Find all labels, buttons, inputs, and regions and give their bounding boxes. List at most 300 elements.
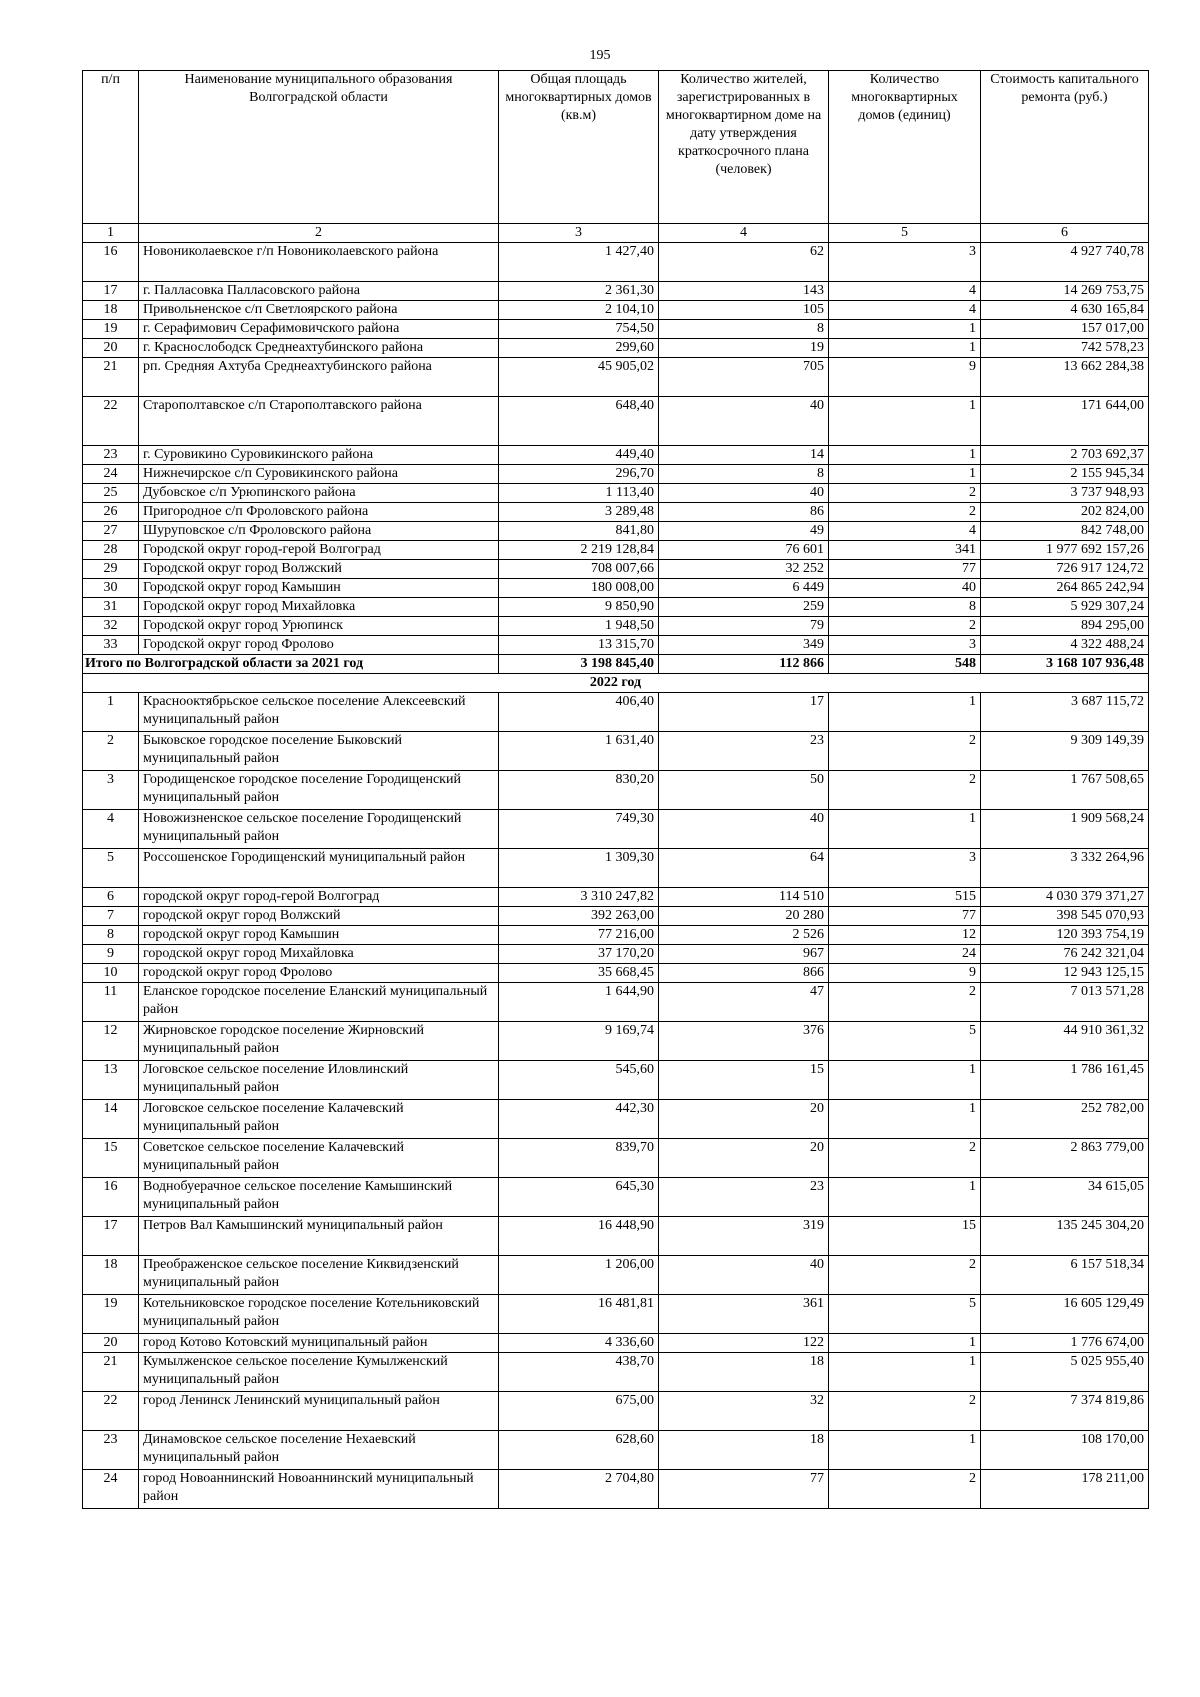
table-row xyxy=(83,446,1149,465)
row-municipality: город Котово Котовский муниципальный район xyxy=(139,1334,499,1353)
row-houses: 2 xyxy=(829,617,981,636)
table-row xyxy=(83,1217,1149,1256)
row-cost: 264 865 242,94 xyxy=(981,579,1149,598)
row-residents: 114 510 xyxy=(659,888,829,907)
row-cost: 398 545 070,93 xyxy=(981,907,1149,926)
row-municipality: Котельниковское городское поселение Котельниковский муниципальный район xyxy=(139,1295,499,1334)
row-municipality: Шуруповское с/п Фроловского района xyxy=(139,522,499,541)
row-area: 9 850,90 xyxy=(499,598,659,617)
row-index: 16 xyxy=(83,1178,139,1217)
row-area: 1 427,40 xyxy=(499,243,659,282)
row-residents: 20 280 xyxy=(659,907,829,926)
row-index: 20 xyxy=(83,1334,139,1353)
row-index: 9 xyxy=(83,945,139,964)
row-residents: 40 xyxy=(659,810,829,849)
row-area: 296,70 xyxy=(499,465,659,484)
total-residents: 112 866 xyxy=(659,655,829,674)
row-cost: 7 013 571,28 xyxy=(981,983,1149,1022)
row-municipality: г. Палласовка Палласовского района xyxy=(139,282,499,301)
row-index: 24 xyxy=(83,465,139,484)
table-row xyxy=(83,503,1149,522)
column-number: 6 xyxy=(981,224,1149,243)
table-row xyxy=(83,926,1149,945)
row-cost: 842 748,00 xyxy=(981,522,1149,541)
row-houses: 9 xyxy=(829,964,981,983)
row-residents: 259 xyxy=(659,598,829,617)
row-index: 24 xyxy=(83,1470,139,1509)
row-residents: 967 xyxy=(659,945,829,964)
row-residents: 15 xyxy=(659,1061,829,1100)
row-residents: 866 xyxy=(659,964,829,983)
row-residents: 143 xyxy=(659,282,829,301)
row-cost: 44 910 361,32 xyxy=(981,1022,1149,1061)
row-municipality: Дубовское с/п Урюпинского района xyxy=(139,484,499,503)
table-row xyxy=(83,907,1149,926)
row-area: 708 007,66 xyxy=(499,560,659,579)
rows-2022 xyxy=(83,693,1149,1509)
row-area: 449,40 xyxy=(499,446,659,465)
row-index: 5 xyxy=(83,849,139,888)
row-cost: 34 615,05 xyxy=(981,1178,1149,1217)
row-houses: 77 xyxy=(829,560,981,579)
row-houses: 1 xyxy=(829,339,981,358)
row-residents: 319 xyxy=(659,1217,829,1256)
row-residents: 32 xyxy=(659,1392,829,1431)
row-index: 15 xyxy=(83,1139,139,1178)
row-municipality: Логовское сельское поселение Иловлинский муниципальный район xyxy=(139,1061,499,1100)
row-houses: 1 xyxy=(829,465,981,484)
row-cost: 1 767 508,65 xyxy=(981,771,1149,810)
row-index: 17 xyxy=(83,1217,139,1256)
header-houses: Количество многоквартирных домов (единиц) xyxy=(829,71,981,224)
row-houses: 1 xyxy=(829,1100,981,1139)
column-number: 3 xyxy=(499,224,659,243)
row-houses: 1 xyxy=(829,1431,981,1470)
year-2022-label: 2022 год xyxy=(83,674,1149,693)
row-area: 839,70 xyxy=(499,1139,659,1178)
row-houses: 1 xyxy=(829,320,981,339)
row-residents: 62 xyxy=(659,243,829,282)
row-cost: 4 927 740,78 xyxy=(981,243,1149,282)
row-houses: 2 xyxy=(829,1256,981,1295)
row-houses: 3 xyxy=(829,849,981,888)
row-houses: 3 xyxy=(829,243,981,282)
table-row xyxy=(83,1353,1149,1392)
row-municipality: Городской округ город Урюпинск xyxy=(139,617,499,636)
row-index: 11 xyxy=(83,983,139,1022)
row-index: 23 xyxy=(83,446,139,465)
row-cost: 3 687 115,72 xyxy=(981,693,1149,732)
table-row xyxy=(83,541,1149,560)
row-cost: 1 909 568,24 xyxy=(981,810,1149,849)
row-index: 12 xyxy=(83,1022,139,1061)
row-houses: 8 xyxy=(829,598,981,617)
row-municipality: рп. Средняя Ахтуба Среднеахтубинского района xyxy=(139,358,499,397)
total-cost: 3 168 107 936,48 xyxy=(981,655,1149,674)
row-cost: 2 155 945,34 xyxy=(981,465,1149,484)
row-municipality: Городской округ город Камышин xyxy=(139,579,499,598)
row-area: 299,60 xyxy=(499,339,659,358)
page-number: 195 xyxy=(589,48,611,63)
row-area: 442,30 xyxy=(499,1100,659,1139)
row-area: 406,40 xyxy=(499,693,659,732)
row-area: 35 668,45 xyxy=(499,964,659,983)
row-area: 754,50 xyxy=(499,320,659,339)
row-cost: 252 782,00 xyxy=(981,1100,1149,1139)
row-index: 21 xyxy=(83,1353,139,1392)
row-index: 33 xyxy=(83,636,139,655)
row-municipality: Преображенское сельское поселение Киквидзенский муниципальный район xyxy=(139,1256,499,1295)
row-area: 2 361,30 xyxy=(499,282,659,301)
row-cost: 1 786 161,45 xyxy=(981,1061,1149,1100)
row-index: 27 xyxy=(83,522,139,541)
row-municipality: Городской округ город Волжский xyxy=(139,560,499,579)
row-residents: 2 526 xyxy=(659,926,829,945)
row-residents: 77 xyxy=(659,1470,829,1509)
row-municipality: город Новоаннинский Новоаннинский муниципальный район xyxy=(139,1470,499,1509)
table-row xyxy=(83,1022,1149,1061)
row-index: 2 xyxy=(83,732,139,771)
total-row-2021 xyxy=(83,655,1149,674)
row-index: 32 xyxy=(83,617,139,636)
row-municipality: город Ленинск Ленинский муниципальный район xyxy=(139,1392,499,1431)
table-row xyxy=(83,522,1149,541)
row-residents: 23 xyxy=(659,732,829,771)
row-cost: 2 703 692,37 xyxy=(981,446,1149,465)
table-row xyxy=(83,339,1149,358)
year-2022-row xyxy=(83,674,1149,693)
table-row xyxy=(83,320,1149,339)
row-residents: 8 xyxy=(659,465,829,484)
row-cost: 171 644,00 xyxy=(981,397,1149,446)
row-municipality: г. Серафимович Серафимовичского района xyxy=(139,320,499,339)
row-cost: 894 295,00 xyxy=(981,617,1149,636)
row-index: 16 xyxy=(83,243,139,282)
row-cost: 13 662 284,38 xyxy=(981,358,1149,397)
table-row xyxy=(83,771,1149,810)
row-residents: 20 xyxy=(659,1139,829,1178)
row-municipality: г. Суровикино Суровикинского района xyxy=(139,446,499,465)
row-index: 1 xyxy=(83,693,139,732)
header-residents: Количество жителей, зарегистрированных в многоквартирном доме на дату утверждения краткосрочного плана (человек) xyxy=(659,71,829,224)
table-row xyxy=(83,1470,1149,1509)
table-row xyxy=(83,1256,1149,1295)
row-area: 2 219 128,84 xyxy=(499,541,659,560)
row-houses: 2 xyxy=(829,1470,981,1509)
row-houses: 3 xyxy=(829,636,981,655)
row-cost: 2 863 779,00 xyxy=(981,1139,1149,1178)
row-cost: 1 776 674,00 xyxy=(981,1334,1149,1353)
row-municipality: Привольненское с/п Светлоярского района xyxy=(139,301,499,320)
row-cost: 9 309 149,39 xyxy=(981,732,1149,771)
total-2021-section xyxy=(83,655,1149,693)
table-row xyxy=(83,1334,1149,1353)
row-area: 4 336,60 xyxy=(499,1334,659,1353)
column-number: 4 xyxy=(659,224,829,243)
row-area: 648,40 xyxy=(499,397,659,446)
row-cost: 726 917 124,72 xyxy=(981,560,1149,579)
row-residents: 705 xyxy=(659,358,829,397)
row-residents: 79 xyxy=(659,617,829,636)
row-residents: 376 xyxy=(659,1022,829,1061)
column-numbers-row xyxy=(83,224,1149,243)
row-cost: 1 977 692 157,26 xyxy=(981,541,1149,560)
row-residents: 86 xyxy=(659,503,829,522)
row-houses: 24 xyxy=(829,945,981,964)
total-label: Итого по Волгоградской области за 2021 год xyxy=(83,655,499,674)
row-area: 1 113,40 xyxy=(499,484,659,503)
row-index: 19 xyxy=(83,320,139,339)
row-area: 1 631,40 xyxy=(499,732,659,771)
row-cost: 4 030 379 371,27 xyxy=(981,888,1149,907)
row-index: 14 xyxy=(83,1100,139,1139)
row-area: 392 263,00 xyxy=(499,907,659,926)
row-houses: 4 xyxy=(829,282,981,301)
row-residents: 50 xyxy=(659,771,829,810)
row-area: 675,00 xyxy=(499,1392,659,1431)
row-houses: 4 xyxy=(829,301,981,320)
table-row xyxy=(83,1139,1149,1178)
row-residents: 361 xyxy=(659,1295,829,1334)
row-cost: 108 170,00 xyxy=(981,1431,1149,1470)
row-houses: 1 xyxy=(829,1061,981,1100)
row-cost: 12 943 125,15 xyxy=(981,964,1149,983)
row-residents: 122 xyxy=(659,1334,829,1353)
row-area: 841,80 xyxy=(499,522,659,541)
row-index: 19 xyxy=(83,1295,139,1334)
row-residents: 20 xyxy=(659,1100,829,1139)
row-area: 438,70 xyxy=(499,1353,659,1392)
capital-repair-table xyxy=(82,70,1149,1509)
row-municipality: г. Краснослободск Среднеахтубинского района xyxy=(139,339,499,358)
row-municipality: Нижнечирское с/п Суровикинского района xyxy=(139,465,499,484)
row-area: 628,60 xyxy=(499,1431,659,1470)
table-row xyxy=(83,1178,1149,1217)
header-area: Общая площадь многоквартирных домов (кв.м) xyxy=(499,71,659,224)
row-houses: 515 xyxy=(829,888,981,907)
table-row xyxy=(83,1392,1149,1431)
row-houses: 2 xyxy=(829,1392,981,1431)
row-cost: 76 242 321,04 xyxy=(981,945,1149,964)
row-municipality: Еланское городское поселение Еланский муниципальный район xyxy=(139,983,499,1022)
row-cost: 5 025 955,40 xyxy=(981,1353,1149,1392)
row-houses: 1 xyxy=(829,1334,981,1353)
row-municipality: Городской округ город-герой Волгоград xyxy=(139,541,499,560)
column-number: 1 xyxy=(83,224,139,243)
table-row xyxy=(83,598,1149,617)
row-houses: 341 xyxy=(829,541,981,560)
row-cost: 157 017,00 xyxy=(981,320,1149,339)
total-houses: 548 xyxy=(829,655,981,674)
row-cost: 5 929 307,24 xyxy=(981,598,1149,617)
header-index: п/п xyxy=(83,71,139,224)
row-residents: 6 449 xyxy=(659,579,829,598)
row-residents: 40 xyxy=(659,1256,829,1295)
row-area: 749,30 xyxy=(499,810,659,849)
row-municipality: Жирновское городское поселение Жирновский муниципальный район xyxy=(139,1022,499,1061)
row-index: 18 xyxy=(83,1256,139,1295)
table-row xyxy=(83,964,1149,983)
row-municipality: Городской округ город Фролово xyxy=(139,636,499,655)
rows-2021 xyxy=(83,243,1149,655)
row-cost: 120 393 754,19 xyxy=(981,926,1149,945)
row-area: 1 206,00 xyxy=(499,1256,659,1295)
table-row xyxy=(83,282,1149,301)
row-houses: 4 xyxy=(829,522,981,541)
row-residents: 23 xyxy=(659,1178,829,1217)
row-area: 2 704,80 xyxy=(499,1470,659,1509)
row-houses: 1 xyxy=(829,397,981,446)
table-row xyxy=(83,358,1149,397)
row-area: 3 289,48 xyxy=(499,503,659,522)
row-municipality: Кумылженское сельское поселение Кумылженский муниципальный район xyxy=(139,1353,499,1392)
row-houses: 1 xyxy=(829,810,981,849)
row-area: 1 948,50 xyxy=(499,617,659,636)
row-municipality: городской округ город Михайловка xyxy=(139,945,499,964)
row-houses: 5 xyxy=(829,1295,981,1334)
table-row xyxy=(83,465,1149,484)
table-row xyxy=(83,301,1149,320)
row-index: 23 xyxy=(83,1431,139,1470)
row-cost: 135 245 304,20 xyxy=(981,1217,1149,1256)
row-index: 6 xyxy=(83,888,139,907)
table-row xyxy=(83,1431,1149,1470)
row-residents: 47 xyxy=(659,983,829,1022)
row-residents: 18 xyxy=(659,1431,829,1470)
row-area: 2 104,10 xyxy=(499,301,659,320)
row-residents: 64 xyxy=(659,849,829,888)
row-area: 16 481,81 xyxy=(499,1295,659,1334)
column-number: 5 xyxy=(829,224,981,243)
header-cost: Стоимость капитального ремонта (руб.) xyxy=(981,71,1149,224)
row-cost: 178 211,00 xyxy=(981,1470,1149,1509)
row-residents: 14 xyxy=(659,446,829,465)
header-municipality: Наименование муниципального образования Волгоградской области xyxy=(139,71,499,224)
table-row xyxy=(83,732,1149,771)
row-residents: 8 xyxy=(659,320,829,339)
table-row xyxy=(83,810,1149,849)
table-row xyxy=(83,397,1149,446)
total-area: 3 198 845,40 xyxy=(499,655,659,674)
row-cost: 4 322 488,24 xyxy=(981,636,1149,655)
row-area: 37 170,20 xyxy=(499,945,659,964)
row-houses: 77 xyxy=(829,907,981,926)
table-row xyxy=(83,1100,1149,1139)
row-houses: 2 xyxy=(829,1139,981,1178)
row-cost: 16 605 129,49 xyxy=(981,1295,1149,1334)
row-index: 4 xyxy=(83,810,139,849)
row-residents: 18 xyxy=(659,1353,829,1392)
row-index: 29 xyxy=(83,560,139,579)
row-municipality: Россошенское Городищенский муниципальный район xyxy=(139,849,499,888)
row-houses: 1 xyxy=(829,1178,981,1217)
row-index: 8 xyxy=(83,926,139,945)
row-houses: 1 xyxy=(829,446,981,465)
row-municipality: городской округ город Волжский xyxy=(139,907,499,926)
row-area: 16 448,90 xyxy=(499,1217,659,1256)
row-area: 13 315,70 xyxy=(499,636,659,655)
row-index: 26 xyxy=(83,503,139,522)
table-header-row xyxy=(83,71,1149,224)
row-index: 22 xyxy=(83,1392,139,1431)
row-cost: 3 737 948,93 xyxy=(981,484,1149,503)
row-cost: 4 630 165,84 xyxy=(981,301,1149,320)
row-municipality: городской округ город Камышин xyxy=(139,926,499,945)
row-index: 10 xyxy=(83,964,139,983)
row-houses: 15 xyxy=(829,1217,981,1256)
row-index: 3 xyxy=(83,771,139,810)
row-municipality: городской округ город-герой Волгоград xyxy=(139,888,499,907)
row-municipality: Пригородное с/п Фроловского района xyxy=(139,503,499,522)
row-municipality: городской округ город Фролово xyxy=(139,964,499,983)
row-municipality: Городской округ город Михайловка xyxy=(139,598,499,617)
row-index: 21 xyxy=(83,358,139,397)
row-residents: 76 601 xyxy=(659,541,829,560)
table-row xyxy=(83,484,1149,503)
row-houses: 2 xyxy=(829,771,981,810)
row-houses: 2 xyxy=(829,732,981,771)
row-area: 645,30 xyxy=(499,1178,659,1217)
row-index: 31 xyxy=(83,598,139,617)
row-municipality: Советское сельское поселение Калачевский муниципальный район xyxy=(139,1139,499,1178)
row-index: 30 xyxy=(83,579,139,598)
row-municipality: Динамовское сельское поселение Нехаевский муниципальный район xyxy=(139,1431,499,1470)
row-houses: 2 xyxy=(829,484,981,503)
row-residents: 40 xyxy=(659,397,829,446)
table-row xyxy=(83,1061,1149,1100)
row-municipality: Новожизненское сельское поселение Городищенский муниципальный район xyxy=(139,810,499,849)
row-index: 7 xyxy=(83,907,139,926)
table-row xyxy=(83,945,1149,964)
row-houses: 5 xyxy=(829,1022,981,1061)
row-residents: 349 xyxy=(659,636,829,655)
row-houses: 40 xyxy=(829,579,981,598)
row-cost: 6 157 518,34 xyxy=(981,1256,1149,1295)
row-index: 13 xyxy=(83,1061,139,1100)
table-row xyxy=(83,636,1149,655)
table-row xyxy=(83,243,1149,282)
table-row xyxy=(83,693,1149,732)
row-cost: 742 578,23 xyxy=(981,339,1149,358)
row-houses: 12 xyxy=(829,926,981,945)
row-municipality: Быковское городское поселение Быковский муниципальный район xyxy=(139,732,499,771)
row-municipality: Старополтавское с/п Старополтавского района xyxy=(139,397,499,446)
table-row xyxy=(83,888,1149,907)
row-area: 1 644,90 xyxy=(499,983,659,1022)
row-area: 1 309,30 xyxy=(499,849,659,888)
column-number: 2 xyxy=(139,224,499,243)
row-cost: 3 332 264,96 xyxy=(981,849,1149,888)
row-residents: 17 xyxy=(659,693,829,732)
row-municipality: Городищенское городское поселение Городищенский муниципальный район xyxy=(139,771,499,810)
row-index: 28 xyxy=(83,541,139,560)
row-cost: 202 824,00 xyxy=(981,503,1149,522)
row-houses: 2 xyxy=(829,983,981,1022)
row-area: 45 905,02 xyxy=(499,358,659,397)
row-residents: 32 252 xyxy=(659,560,829,579)
row-residents: 40 xyxy=(659,484,829,503)
row-index: 18 xyxy=(83,301,139,320)
row-municipality: Краснооктябрьское сельское поселение Алексеевский муниципальный район xyxy=(139,693,499,732)
row-cost: 7 374 819,86 xyxy=(981,1392,1149,1431)
row-area: 180 008,00 xyxy=(499,579,659,598)
table-row xyxy=(83,560,1149,579)
row-index: 20 xyxy=(83,339,139,358)
row-area: 77 216,00 xyxy=(499,926,659,945)
row-municipality: Новониколаевское г/п Новониколаевского района xyxy=(139,243,499,282)
row-index: 25 xyxy=(83,484,139,503)
row-residents: 105 xyxy=(659,301,829,320)
